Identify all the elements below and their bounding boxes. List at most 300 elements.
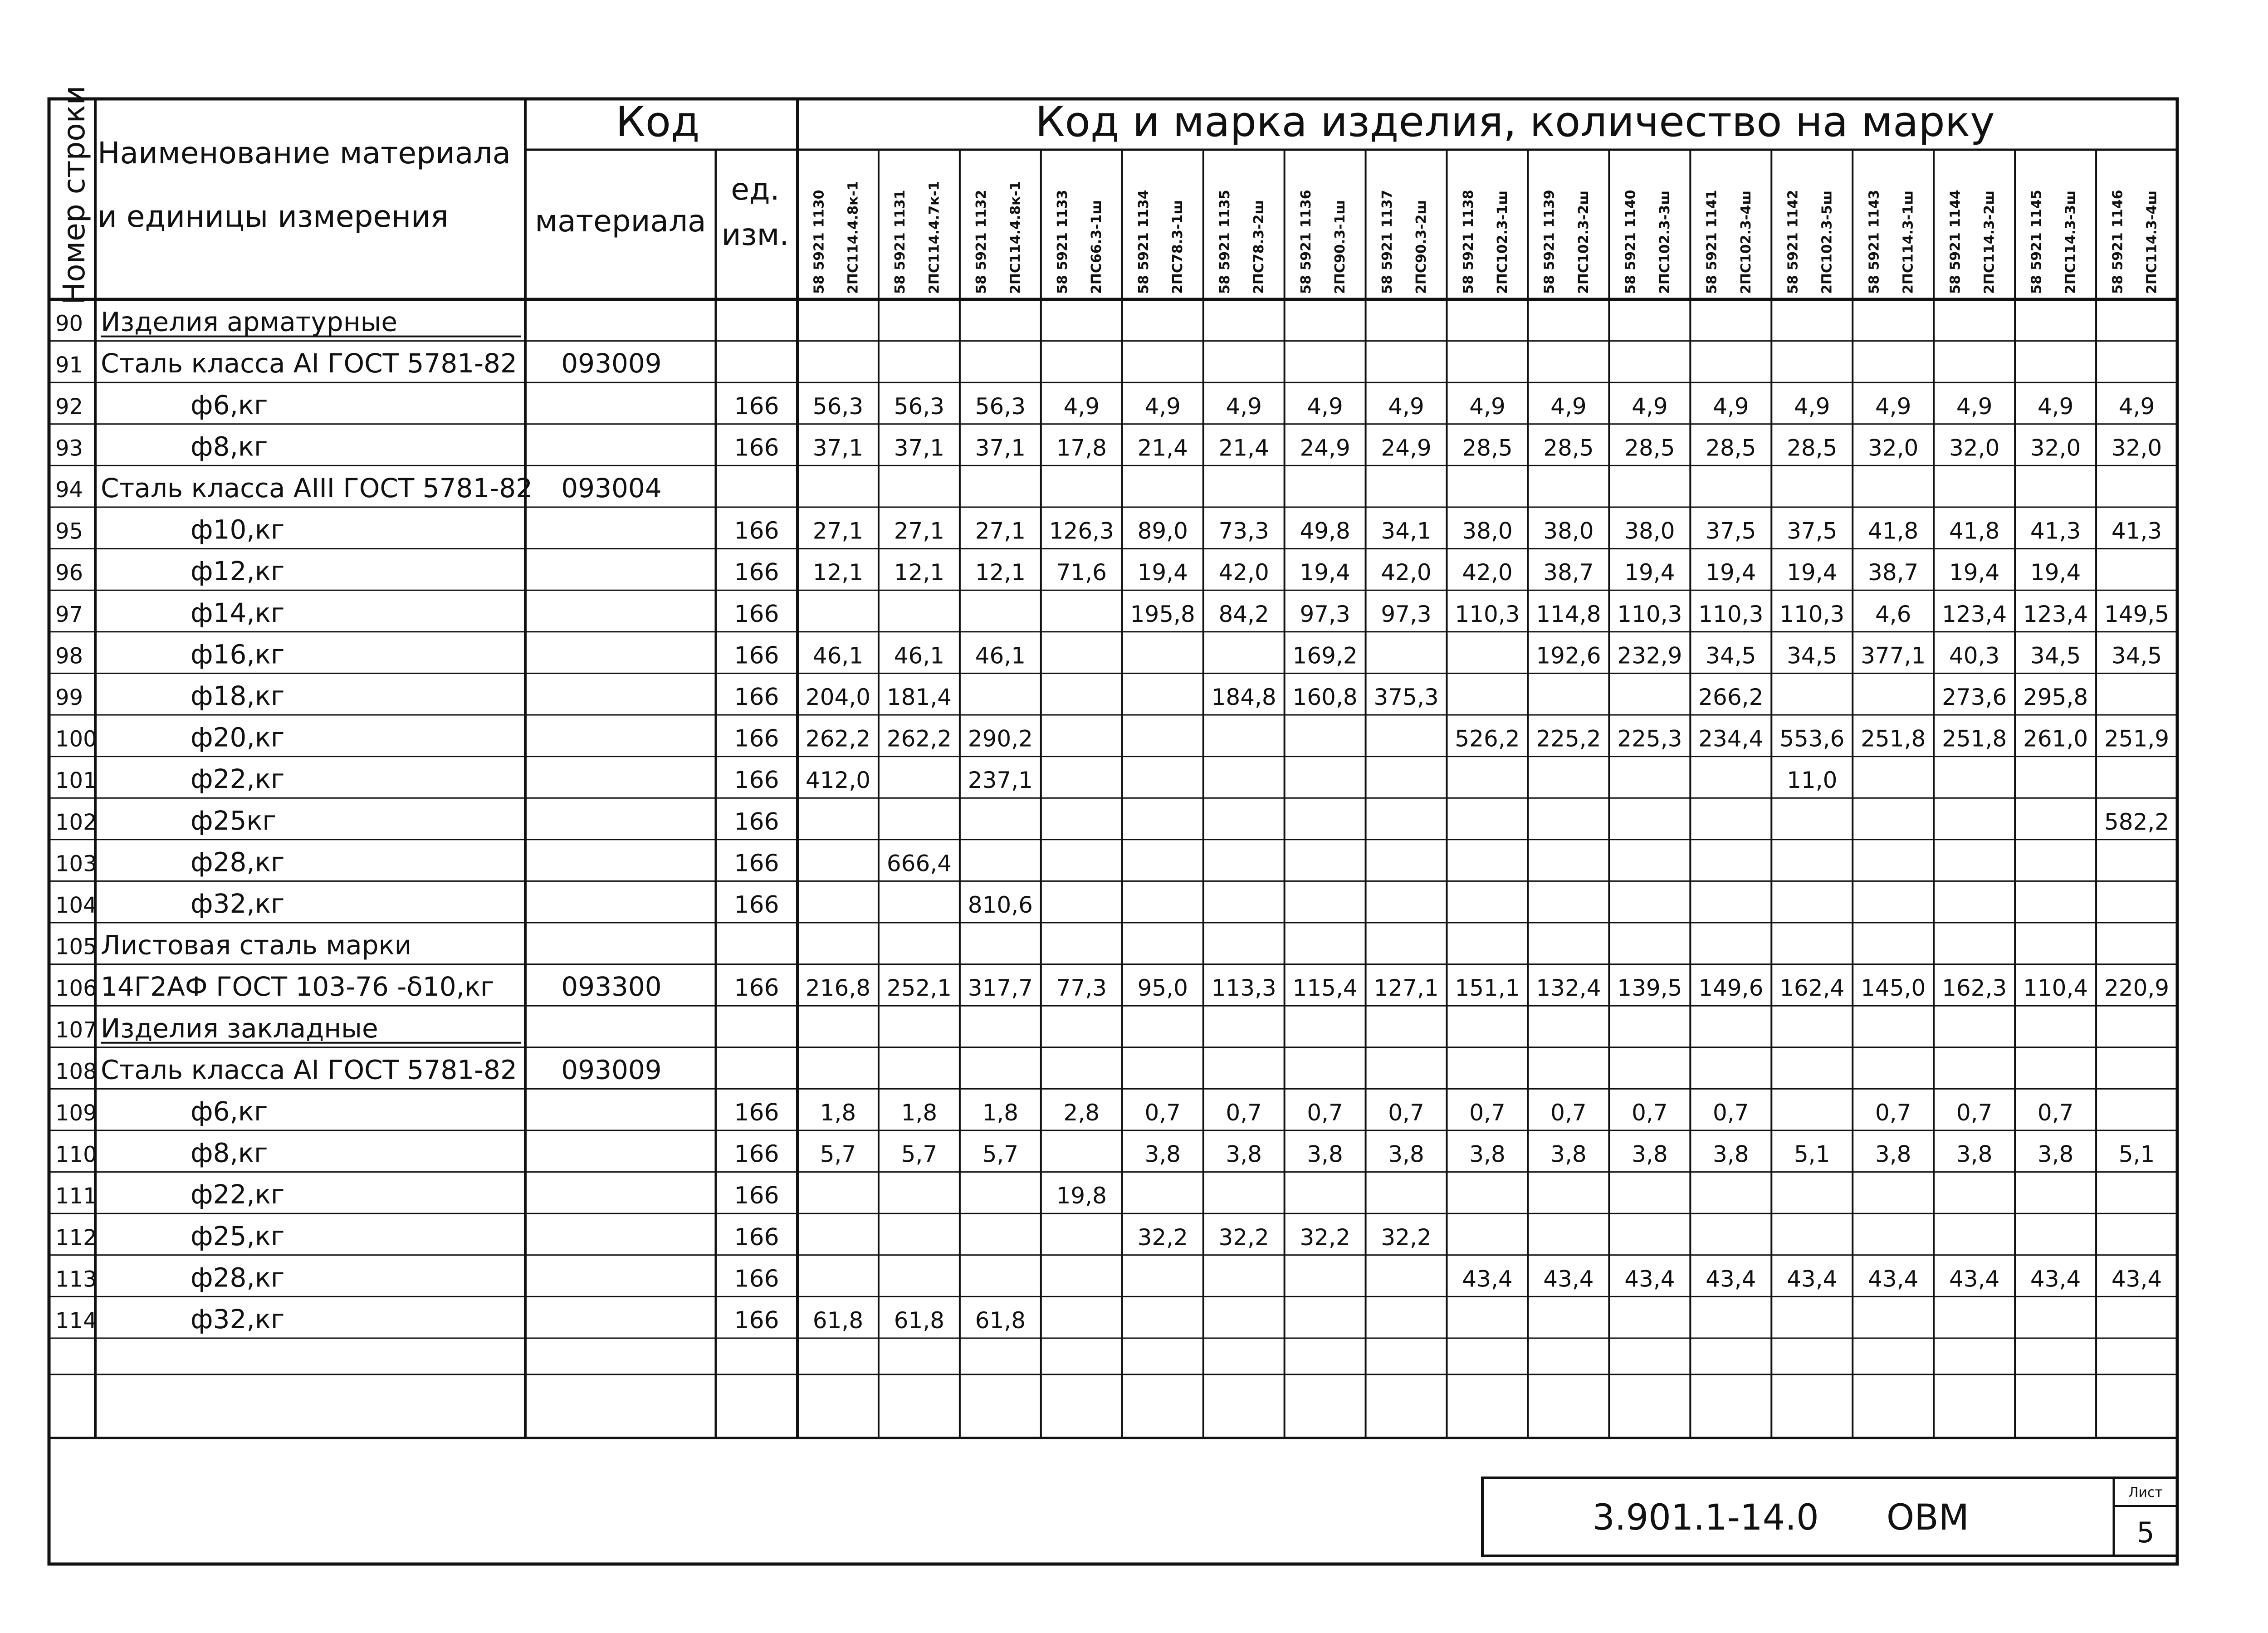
quantity-cell: 27,1 (812, 518, 864, 544)
quantity-cell: 149,6 (1698, 975, 1764, 1002)
quantity-cell: 19,4 (1300, 559, 1350, 586)
table-row (55, 1138, 2155, 1169)
row-number: 102 (55, 809, 97, 835)
quantity-cell: 110,3 (1779, 601, 1845, 627)
quantity-cell: 3,8 (1713, 1141, 1749, 1168)
quantity-cell: 3,8 (1226, 1141, 1262, 1168)
quantity-cell: 3,8 (1956, 1141, 1993, 1168)
table-row (55, 930, 411, 961)
header-unit-line1: ед. (731, 172, 780, 207)
mark-name: 2ПС114.3-2ш (1981, 190, 1998, 294)
quantity-cell: 251,8 (1861, 725, 1926, 752)
unit-code: 166 (734, 808, 779, 836)
quantity-cell: 34,5 (1787, 642, 1838, 669)
table-row (55, 639, 2162, 670)
quantity-cell: 110,4 (2023, 975, 2088, 1002)
mark-name: 2ПС114.3-1ш (1900, 190, 1916, 294)
quantity-cell: 34,5 (1706, 642, 1756, 669)
quantity-cell: 24,9 (1381, 435, 1432, 461)
quantity-cell: 4,9 (1307, 393, 1343, 420)
row-number: 100 (55, 726, 97, 752)
quantity-cell: 19,4 (2030, 559, 2081, 586)
quantity-cell: 4,9 (1063, 393, 1100, 420)
sheet-number: 5 (2136, 1516, 2155, 1549)
row-number: 113 (55, 1266, 97, 1292)
material-name: Сталь класса АI ГОСТ 5781-82 (101, 348, 517, 379)
row-number: 108 (55, 1059, 97, 1085)
quantity-cell: 810,6 (968, 892, 1033, 918)
quantity-cell: 0,7 (1550, 1100, 1587, 1126)
quantity-cell: 1,8 (901, 1100, 938, 1126)
quantity-cell: 1,8 (820, 1100, 856, 1126)
row-number: 103 (55, 851, 97, 877)
mark-code: 58 5921 1140 (1623, 190, 1639, 294)
quantity-cell: 77,3 (1056, 975, 1107, 1002)
material-name: Сталь класса АI ГОСТ 5781-82 (101, 1054, 517, 1085)
quantity-cell: 28,5 (1543, 435, 1594, 461)
quantity-cell: 4,9 (1144, 393, 1181, 420)
table-row (55, 1054, 662, 1085)
quantity-cell: 3,8 (2037, 1141, 2074, 1168)
row-number: 99 (55, 685, 83, 710)
unit-code: 166 (734, 559, 779, 587)
mark-name: 2ПС114.3-4ш (2144, 190, 2160, 294)
row-number: 112 (55, 1225, 97, 1251)
material-name: ф22,кг (191, 763, 285, 795)
quantity-cell: 19,4 (1624, 559, 1675, 586)
mark-code: 58 5921 1146 (2110, 190, 2126, 294)
table-row (55, 1304, 1026, 1335)
mark-name: 2ПС102.3-4ш (1738, 190, 1754, 294)
table-row (55, 307, 397, 337)
quantity-cell: 21,4 (1218, 435, 1269, 461)
quantity-cell: 195,8 (1130, 601, 1195, 627)
mark-code: 58 5921 1133 (1055, 190, 1071, 294)
row-number: 110 (55, 1142, 97, 1168)
quantity-cell: 127,1 (1374, 975, 1439, 1002)
row-number: 98 (55, 643, 83, 669)
quantity-cell: 4,9 (1794, 393, 1830, 420)
mark-name: 2ПС102.3-3ш (1657, 190, 1673, 294)
quantity-cell: 19,8 (1056, 1183, 1107, 1209)
quantity-cell: 11,0 (1787, 767, 1838, 794)
material-name: ф8,кг (191, 1137, 268, 1169)
quantity-cell: 17,8 (1056, 435, 1107, 461)
quantity-cell: 38,0 (1624, 518, 1675, 544)
quantity-cell: 145,0 (1861, 975, 1926, 1002)
quantity-cell: 43,4 (1949, 1266, 2000, 1292)
quantity-cell: 225,3 (1617, 725, 1682, 752)
row-number: 95 (55, 518, 83, 544)
quantity-cell: 162,4 (1779, 975, 1845, 1002)
unit-code: 166 (734, 392, 779, 420)
quantity-cell: 0,7 (1144, 1100, 1181, 1126)
sheet-label: Лист (2128, 1485, 2163, 1501)
mark-code: 58 5921 1138 (1460, 190, 1476, 294)
quantity-cell: 27,1 (975, 518, 1026, 544)
quantity-cell: 251,9 (2104, 725, 2170, 752)
quantity-cell: 37,1 (812, 435, 864, 461)
unit-code: 166 (734, 1182, 779, 1210)
mark-name: 2ПС90.3-2ш (1413, 200, 1430, 294)
quantity-cell: 115,4 (1292, 975, 1358, 1002)
mark-name: 2ПС114.3-3ш (2063, 190, 2079, 294)
quantity-cell: 43,4 (2030, 1266, 2081, 1292)
quantity-cell: 43,4 (1787, 1266, 1838, 1292)
quantity-cell: 290,2 (968, 725, 1033, 752)
quantity-cell: 97,3 (1300, 601, 1350, 627)
quantity-cell: 553,6 (1779, 725, 1845, 752)
quantity-cell: 19,4 (1137, 559, 1188, 586)
table-row (55, 888, 1033, 919)
quantity-cell: 43,4 (1462, 1266, 1513, 1292)
mark-name: 2ПС102.3-1ш (1494, 190, 1510, 294)
unit-code: 166 (734, 600, 779, 628)
quantity-cell: 582,2 (2104, 808, 2170, 835)
quantity-cell: 61,8 (975, 1307, 1026, 1334)
row-number: 94 (55, 477, 83, 503)
quantity-cell: 3,8 (1632, 1141, 1668, 1168)
quantity-cell: 89,0 (1137, 518, 1188, 544)
quantity-cell: 113,3 (1211, 975, 1276, 1002)
quantity-cell: 317,7 (968, 975, 1033, 1002)
table-row (55, 1221, 1432, 1252)
table-row (55, 473, 662, 504)
row-number: 92 (55, 394, 83, 420)
quantity-cell: 32,0 (2111, 435, 2162, 461)
quantity-cell: 46,1 (812, 642, 864, 669)
quantity-cell: 0,7 (1713, 1100, 1749, 1126)
mark-code: 58 5921 1131 (892, 190, 909, 294)
quantity-cell: 43,4 (2111, 1266, 2162, 1292)
table-row (55, 1262, 2162, 1293)
table-row (55, 348, 662, 379)
table-row (55, 680, 2088, 711)
mark-code: 58 5921 1142 (1785, 190, 1801, 294)
quantity-cell: 3,8 (1875, 1141, 1911, 1168)
unit-code: 166 (734, 850, 779, 877)
quantity-cell: 126,3 (1049, 518, 1114, 544)
row-number: 104 (55, 893, 97, 918)
quantity-cell: 123,4 (2023, 601, 2088, 627)
unit-code: 166 (734, 725, 779, 753)
material-code: 093009 (561, 1054, 662, 1085)
quantity-cell: 12,1 (975, 559, 1026, 586)
quantity-cell: 0,7 (1632, 1100, 1668, 1126)
quantity-cell: 49,8 (1300, 518, 1350, 544)
quantity-cell: 3,8 (1469, 1141, 1505, 1168)
quantity-cell: 220,9 (2104, 975, 2170, 1002)
mark-name: 2ПС114.4.7к-1 (926, 181, 943, 294)
quantity-cell: 0,7 (1307, 1100, 1343, 1126)
quantity-cell: 162,3 (1942, 975, 2007, 1002)
quantity-cell: 73,3 (1218, 518, 1269, 544)
quantity-cell: 262,2 (805, 725, 871, 752)
quantity-cell: 32,2 (1218, 1224, 1269, 1251)
material-code: 093300 (561, 971, 662, 1002)
row-number: 97 (55, 601, 83, 627)
row-number: 91 (55, 352, 83, 378)
unit-code: 166 (734, 891, 779, 919)
quantity-cell: 377,1 (1861, 642, 1926, 669)
material-name: Сталь класса АIII ГОСТ 5781-82 (101, 473, 533, 504)
quantity-cell: 56,3 (975, 393, 1026, 420)
row-number: 101 (55, 768, 97, 794)
quantity-cell: 192,6 (1536, 642, 1601, 669)
quantity-cell: 32,0 (2030, 435, 2081, 461)
quantity-cell: 3,8 (1307, 1141, 1343, 1168)
unit-code: 166 (734, 517, 779, 545)
quantity-cell: 28,5 (1706, 435, 1756, 461)
material-name: ф8,кг (191, 431, 268, 462)
quantity-cell: 5,1 (1794, 1141, 1830, 1168)
unit-code: 166 (734, 434, 779, 462)
quantity-cell: 34,5 (2111, 642, 2162, 669)
quantity-cell: 84,2 (1218, 601, 1269, 627)
quantity-cell: 61,8 (812, 1307, 864, 1334)
row-number: 107 (55, 1017, 97, 1043)
title-block (1482, 1478, 2177, 1556)
quantity-cell: 37,1 (894, 435, 945, 461)
quantity-cell: 216,8 (805, 975, 871, 1002)
mark-code: 58 5921 1136 (1298, 190, 1314, 294)
row-number: 109 (55, 1100, 97, 1126)
row-number: 93 (55, 435, 83, 461)
quantity-cell: 28,5 (1624, 435, 1675, 461)
quantity-cell: 0,7 (2037, 1100, 2074, 1126)
quantity-cell: 4,6 (1875, 601, 1911, 627)
quantity-cell: 181,4 (886, 684, 952, 710)
header-row-number: Номер строки (57, 85, 92, 305)
mark-code: 58 5921 1132 (973, 190, 990, 294)
unit-code: 166 (734, 1223, 779, 1251)
mark-code: 58 5921 1143 (1866, 190, 1882, 294)
quantity-cell: 232,9 (1617, 642, 1682, 669)
quantity-cell: 3,8 (1550, 1141, 1587, 1168)
material-name: ф28,кг (191, 846, 285, 878)
quantity-cell: 71,6 (1056, 559, 1107, 586)
quantity-cell: 32,0 (1868, 435, 1919, 461)
mark-name: 2ПС78.3-1ш (1170, 200, 1186, 294)
quantity-cell: 0,7 (1388, 1100, 1424, 1126)
quantity-cell: 4,9 (1875, 393, 1911, 420)
quantity-cell: 5,7 (820, 1141, 856, 1168)
table-row (55, 390, 2155, 420)
table-row (55, 556, 2081, 587)
unit-code: 166 (734, 1099, 779, 1126)
quantity-cell: 34,1 (1381, 518, 1432, 544)
mark-code: 58 5921 1141 (1704, 190, 1720, 294)
quantity-cell: 1,8 (982, 1100, 1019, 1126)
row-number: 114 (55, 1308, 97, 1334)
unit-code: 166 (734, 974, 779, 1002)
material-name: ф18,кг (191, 680, 285, 711)
quantity-cell: 38,0 (1462, 518, 1513, 544)
mark-code: 58 5921 1134 (1136, 190, 1152, 294)
material-name: ф6,кг (191, 1096, 268, 1127)
quantity-cell: 4,9 (2037, 393, 2074, 420)
quantity-cell: 43,4 (1706, 1266, 1756, 1292)
quantity-cell: 12,1 (812, 559, 864, 586)
mark-name: 2ПС114.4.8к-1 (1007, 181, 1024, 294)
table-row (55, 763, 1837, 794)
quantity-cell: 42,0 (1218, 559, 1269, 586)
quantity-cell: 4,9 (1956, 393, 1993, 420)
header-code-material: материала (535, 204, 706, 239)
quantity-cell: 41,3 (2030, 518, 2081, 544)
quantity-cell: 110,3 (1455, 601, 1520, 627)
quantity-cell: 3,8 (1388, 1141, 1424, 1168)
header-marks-title: Код и марка изделия, количество на марку (1035, 98, 1995, 146)
quantity-cell: 38,7 (1868, 559, 1919, 586)
quantity-cell: 4,9 (1713, 393, 1749, 420)
unit-code: 166 (734, 1140, 779, 1168)
quantity-cell: 24,9 (1300, 435, 1350, 461)
quantity-cell: 5,7 (982, 1141, 1019, 1168)
quantity-cell: 160,8 (1292, 684, 1358, 710)
quantity-cell: 37,5 (1787, 518, 1838, 544)
row-number: 105 (55, 934, 97, 960)
material-name: ф12,кг (191, 556, 285, 587)
row-number: 96 (55, 560, 83, 586)
header-code-group: Код (616, 98, 700, 146)
unit-code: 166 (734, 642, 779, 670)
quantity-cell: 266,2 (1698, 684, 1764, 710)
quantity-cell: 5,7 (901, 1141, 938, 1168)
table-row (55, 1013, 378, 1044)
mark-code: 58 5921 1135 (1217, 190, 1233, 294)
quantity-cell: 41,8 (1949, 518, 2000, 544)
quantity-cell: 32,0 (1949, 435, 2000, 461)
quantity-cell: 42,0 (1381, 559, 1432, 586)
quantity-cell: 2,8 (1063, 1100, 1100, 1126)
material-name: ф10,кг (191, 514, 285, 545)
quantity-cell: 237,1 (968, 767, 1033, 794)
mark-name: 2ПС102.3-5ш (1819, 190, 1835, 294)
quantity-cell: 4,9 (1632, 393, 1668, 420)
quantity-cell: 43,4 (1624, 1266, 1675, 1292)
quantity-cell: 46,1 (894, 642, 945, 669)
quantity-cell: 12,1 (894, 559, 945, 586)
document-code: 3.901.1-14.0 (1592, 1497, 1819, 1538)
mark-code: 58 5921 1145 (2028, 190, 2045, 294)
table-row (55, 431, 2162, 462)
material-name: Листовая сталь марки (101, 929, 412, 961)
quantity-cell: 19,4 (1949, 559, 2000, 586)
quantity-cell: 4,9 (1469, 393, 1505, 420)
quantity-cell: 225,2 (1536, 725, 1601, 752)
quantity-cell: 61,8 (894, 1307, 945, 1334)
quantity-cell: 132,4 (1536, 975, 1601, 1002)
material-name: ф32,кг (191, 1304, 285, 1335)
quantity-cell: 5,1 (2118, 1141, 2155, 1168)
quantity-cell: 41,8 (1868, 518, 1919, 544)
quantity-cell: 37,1 (975, 435, 1026, 461)
quantity-cell: 34,5 (2030, 642, 2081, 669)
quantity-cell: 32,2 (1137, 1224, 1188, 1251)
mark-code: 58 5921 1137 (1379, 190, 1395, 294)
material-name: ф28,кг (191, 1262, 285, 1293)
header-name-line1: Наименование материала (98, 136, 511, 171)
material-code: 093004 (561, 473, 662, 504)
material-name: ф25,кг (191, 1220, 285, 1252)
table-row (55, 846, 952, 877)
row-number: 90 (55, 311, 83, 337)
quantity-cell: 4,9 (1550, 393, 1587, 420)
mark-name: 2ПС102.3-2ш (1575, 190, 1592, 294)
quantity-cell: 184,8 (1211, 684, 1276, 710)
quantity-cell: 139,5 (1617, 975, 1682, 1002)
quantity-cell: 110,3 (1617, 601, 1682, 627)
unit-code: 166 (734, 1265, 779, 1293)
mark-code: 58 5921 1144 (1947, 190, 1964, 294)
quantity-cell: 666,4 (886, 850, 952, 877)
quantity-cell: 28,5 (1462, 435, 1513, 461)
mark-name: 2ПС90.3-1ш (1332, 200, 1349, 294)
quantity-cell: 28,5 (1787, 435, 1838, 461)
quantity-cell: 273,6 (1942, 684, 2007, 710)
quantity-cell: 38,0 (1543, 518, 1594, 544)
header-name-line2: и единицы измерения (98, 199, 449, 234)
table-row (55, 514, 2162, 545)
material-name: ф14,кг (191, 597, 285, 628)
mark-code: 58 5921 1139 (1541, 190, 1558, 294)
quantity-cell: 0,7 (1469, 1100, 1505, 1126)
quantity-cell: 4,9 (1226, 393, 1262, 420)
quantity-cell: 37,5 (1706, 518, 1756, 544)
quantity-cell: 38,7 (1543, 559, 1594, 586)
quantity-cell: 204,0 (805, 684, 871, 710)
quantity-cell: 43,4 (1868, 1266, 1919, 1292)
quantity-cell: 43,4 (1543, 1266, 1594, 1292)
quantity-cell: 261,0 (2023, 725, 2088, 752)
quantity-cell: 97,3 (1381, 601, 1432, 627)
row-number: 106 (55, 976, 97, 1002)
material-name: Изделия закладные (101, 1012, 378, 1044)
quantity-cell: 151,1 (1455, 975, 1520, 1002)
quantity-cell: 19,4 (1787, 559, 1838, 586)
material-name: ф22,кг (191, 1179, 285, 1210)
quantity-cell: 0,7 (1956, 1100, 1993, 1126)
quantity-cell: 56,3 (894, 393, 945, 420)
quantity-cell: 27,1 (894, 518, 945, 544)
material-code: 093009 (561, 348, 662, 379)
quantity-cell: 95,0 (1137, 975, 1188, 1002)
quantity-cell: 32,2 (1381, 1224, 1432, 1251)
quantity-cell: 234,4 (1698, 725, 1764, 752)
mark-name: 2ПС114.4.8к-1 (845, 181, 861, 294)
document-type: ОВМ (1886, 1497, 1970, 1538)
quantity-cell: 4,9 (1388, 393, 1424, 420)
unit-code: 166 (734, 1307, 779, 1334)
material-name: Изделия арматурные (101, 306, 398, 337)
material-name: ф16,кг (191, 639, 285, 670)
quantity-cell: 412,0 (805, 767, 871, 794)
quantity-cell: 262,2 (886, 725, 952, 752)
quantity-cell: 169,2 (1292, 642, 1358, 669)
material-name: ф25кг (191, 805, 276, 836)
quantity-cell: 32,2 (1300, 1224, 1350, 1251)
table-row (55, 1179, 1107, 1210)
quantity-cell: 56,3 (812, 393, 864, 420)
material-name: ф6,кг (191, 389, 268, 420)
quantity-cell: 3,8 (1144, 1141, 1181, 1168)
quantity-cell: 19,4 (1706, 559, 1756, 586)
quantity-cell: 21,4 (1137, 435, 1188, 461)
quantity-cell: 40,3 (1949, 642, 2000, 669)
material-name: 14Г2АФ ГОСТ 103-76 -δ10,кг (101, 971, 494, 1002)
material-name: ф32,кг (191, 888, 285, 919)
